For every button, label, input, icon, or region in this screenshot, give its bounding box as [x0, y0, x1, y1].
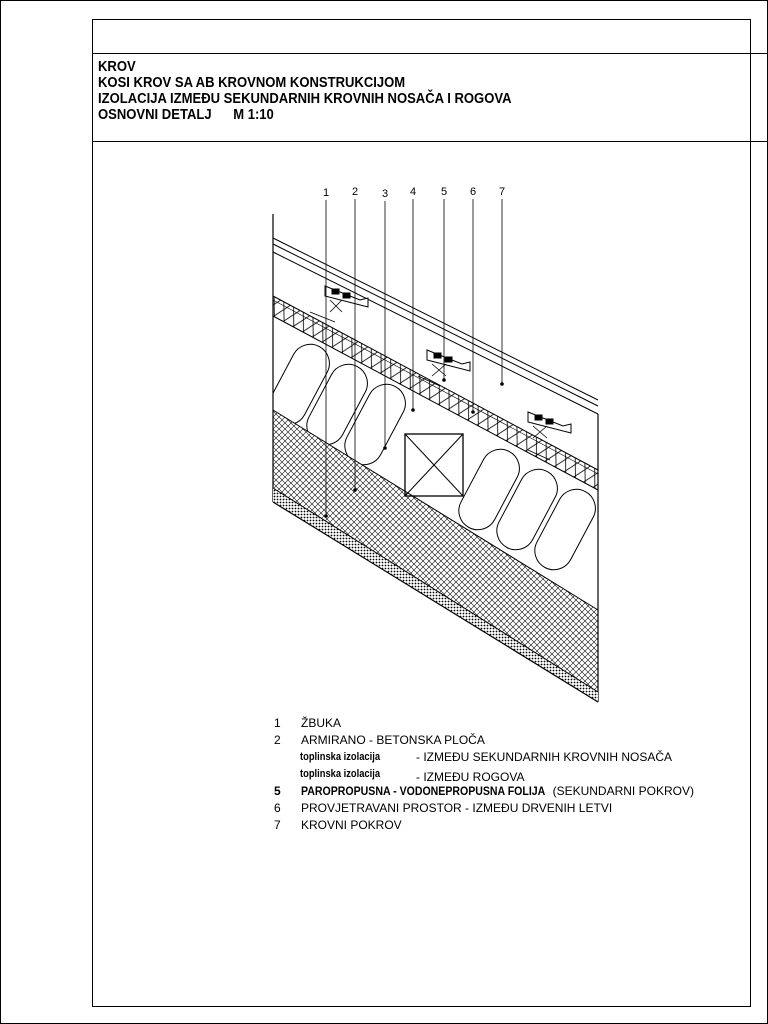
title-block-top-divider — [92, 53, 768, 54]
detail-label: OSNOVNI DETALJ — [98, 107, 212, 123]
callout-3: 3 — [381, 188, 389, 200]
legend-insulation-text: - IZMEĐU ROGOVA — [416, 770, 525, 784]
batten-2 — [427, 350, 470, 376]
title-block — [98, 59, 674, 123]
legend-item-2 — [274, 732, 734, 749]
legend-text: PROVJETRAVANI PROSTOR - IZMEĐU DRVENIH LETVI — [301, 801, 613, 815]
legend-number: 7 — [274, 818, 281, 832]
callout-6: 6 — [469, 186, 477, 198]
legend-number: 2 — [274, 733, 281, 747]
legend-item-1 — [274, 715, 734, 732]
title-block-bottom-divider — [92, 141, 768, 142]
callout-4: 4 — [409, 186, 417, 198]
legend-item-7 — [274, 817, 734, 834]
callout-2: 2 — [351, 186, 359, 198]
legend-text: ŽBUKA — [301, 716, 342, 730]
title-line-2: KOSI KROV SA AB KROVNOM KONSTRUKCIJOM — [98, 75, 406, 91]
legend-insulation-text: - IZMEĐU SEKUNDARNIH KROVNIH NOSAČA — [416, 750, 673, 764]
rafter-cross-section — [405, 434, 463, 496]
callout-7: 7 — [498, 186, 506, 198]
title-line-3: IZOLACIJA IZMEĐU SEKUNDARNIH KROVNIH NOSAČA I ROGOVA — [98, 91, 512, 107]
title-line-1: KROV — [98, 59, 136, 75]
legend-text: KROVNI POKROV — [301, 818, 402, 832]
legend-insulation-label: toplinska izolacija — [300, 751, 381, 763]
legend-number: 6 — [274, 801, 281, 815]
legend-text — [301, 783, 694, 800]
legend-insulation-2 — [274, 766, 734, 783]
callout-5: 5 — [440, 186, 448, 198]
legend-foil-extra: (SEKUNDARNI POKROV) — [552, 784, 694, 798]
legend-number: 5 — [274, 784, 281, 798]
legend-item-5 — [274, 783, 734, 800]
callout-1: 1 — [322, 187, 330, 199]
batten-1 — [325, 286, 368, 312]
title-line-4 — [98, 107, 674, 123]
scale-label: M 1:10 — [233, 107, 274, 123]
legend-insulation-label: toplinska izolacija — [300, 768, 381, 780]
legend — [274, 715, 734, 834]
legend-number: 1 — [274, 716, 281, 730]
batten-3 — [528, 412, 571, 438]
legend-foil-label: PAROPROPUSNA - VODONEPROPUSNA FOLIJA — [301, 784, 546, 798]
legend-item-6 — [274, 800, 734, 817]
legend-insulation-1 — [274, 749, 734, 766]
legend-text: ARMIRANO - BETONSKA PLOČA — [301, 733, 485, 747]
roof-section-drawing — [260, 180, 620, 710]
